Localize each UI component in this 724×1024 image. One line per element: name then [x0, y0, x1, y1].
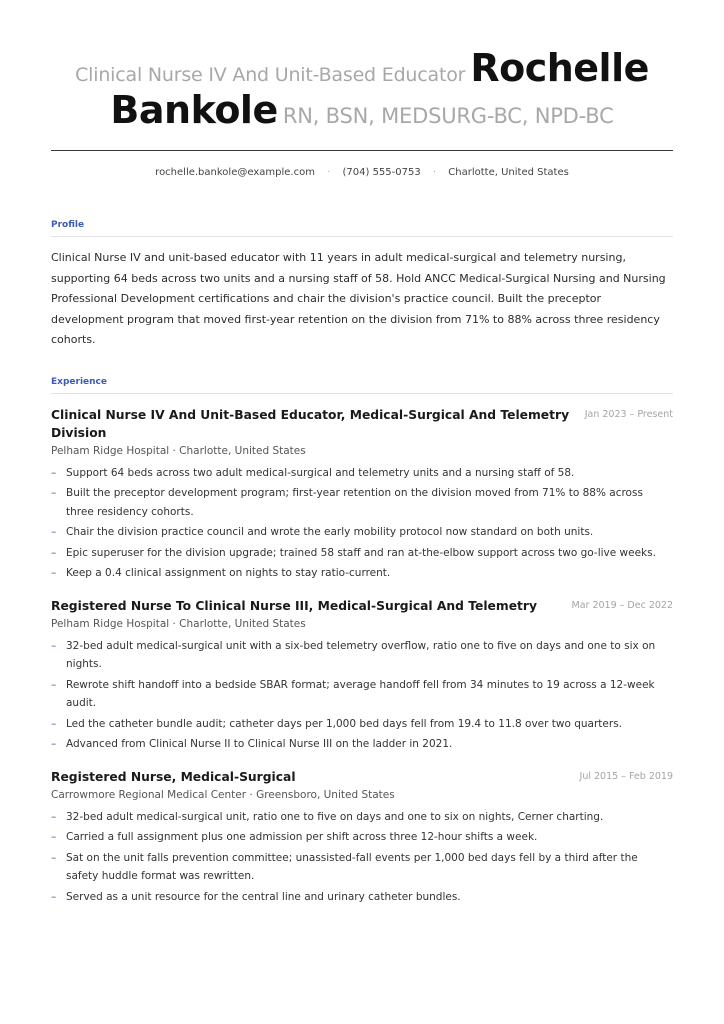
experience-title: Clinical Nurse IV And Unit-Based Educator, Medical-Surgical And Telemetry Division	[51, 407, 570, 440]
header-divider	[51, 150, 673, 151]
experience-bullets	[51, 464, 673, 583]
experience-dates: Mar 2019 – Dec 2022	[571, 599, 673, 611]
experience-title: Registered Nurse To Clinical Nurse III, Medical-Surgical And Telemetry	[51, 598, 538, 613]
section-divider	[51, 236, 673, 237]
section-label-profile: Profile	[51, 220, 85, 230]
experience-dates: Jan 2023 – Present	[584, 408, 673, 420]
experience-entry-header	[51, 406, 673, 442]
experience-bullet: – Built the preceptor development program; first-year retention on the division moved from 71% to 88% across three residency cohorts.	[51, 484, 673, 521]
experience-organization: Pelham Ridge Hospital · Charlotte, United States	[51, 617, 306, 630]
experience-bullet: – Chair the division practice council and wrote the early mobility protocol now standard on both units.	[51, 523, 673, 542]
experience-bullet: – Sat on the unit falls prevention committee; unassisted-fall events per 1,000 bed days fell by a third after the safety huddle format was rewritten.	[51, 849, 673, 886]
job-title-heading: Clinical Nurse IV And Unit-Based Educator	[75, 64, 466, 86]
experience-entry	[51, 406, 673, 583]
experience-dates: Jul 2015 – Feb 2019	[579, 770, 673, 782]
contact-separator: ·	[327, 167, 331, 178]
experience-bullet: – Support 64 beds across two adult medical-surgical and telemetry units and a nursing staff of 58.	[51, 464, 673, 483]
last-name: Bankole	[110, 88, 278, 132]
contact-location: Charlotte, United States	[448, 167, 569, 178]
header-line-2	[51, 88, 673, 132]
credentials: RN, BSN, MEDSURG-BC, NPD-BC	[282, 104, 614, 128]
experience-bullet: – Epic superuser for the division upgrade; trained 58 staff and ran at-the-elbow support across two go-live weeks.	[51, 544, 673, 563]
experience-entry	[51, 768, 673, 907]
experience-bullets	[51, 808, 673, 907]
experience-title: Registered Nurse, Medical-Surgical	[51, 769, 296, 784]
experience-bullet: – Rewrote shift handoff into a bedside SBAR format; average handoff fell from 34 minutes to 19 across a 12-week audit.	[51, 676, 673, 713]
experience-entry	[51, 597, 673, 754]
experience-bullets	[51, 637, 673, 754]
experience-bullet: – Keep a 0.4 clinical assignment on nights to stay ratio-current.	[51, 564, 673, 583]
contact-email[interactable]: rochelle.bankole@example.com	[155, 167, 315, 178]
profile-summary: Clinical Nurse IV and unit-based educator with 11 years in adult medical-surgical and telemetry nursing, supporting 64 beds across two units and a nursing staff of 58. Hold ANCC Medical-Surgical Nursing and Nursing Professional Development certifications and chair the division's practice council. Built the preceptor development program that moved first-year retention on the division from 71% to 88% across three residency cohorts.	[51, 251, 666, 346]
experience-bullet: – Carried a full assignment plus one admission per shift across three 12-hour shifts a week.	[51, 828, 673, 847]
experience-bullet: – Advanced from Clinical Nurse II to Clinical Nurse III on the ladder in 2021.	[51, 735, 673, 754]
first-name: Rochelle	[470, 46, 649, 90]
experience-bullet: – 32-bed adult medical-surgical unit with a six-bed telemetry overflow, ratio one to five on days and one to six on nights.	[51, 637, 673, 674]
section-divider	[51, 393, 673, 394]
experience-organization: Carrowmore Regional Medical Center · Greensboro, United States	[51, 788, 395, 801]
experience-entry-header	[51, 597, 673, 615]
experience-bullet: – Served as a unit resource for the central line and urinary catheter bundles.	[51, 888, 673, 907]
contact-phone[interactable]: (704) 555-0753	[342, 167, 421, 178]
experience-organization: Pelham Ridge Hospital · Charlotte, United States	[51, 444, 306, 457]
contact-separator: ·	[432, 167, 437, 178]
section-label-experience: Experience	[51, 376, 107, 387]
experience-bullet: – Led the catheter bundle audit; catheter days per 1,000 bed days fell from 19.4 to 11.8 over two quarters.	[51, 715, 673, 734]
experience-bullet: – 32-bed adult medical-surgical unit, ratio one to five on days and one to six on nights, Cerner charting.	[51, 808, 673, 827]
resume-header	[51, 0, 673, 132]
contact-line	[51, 167, 673, 178]
header-line-1	[51, 46, 673, 90]
experience-entry-header	[51, 768, 673, 786]
